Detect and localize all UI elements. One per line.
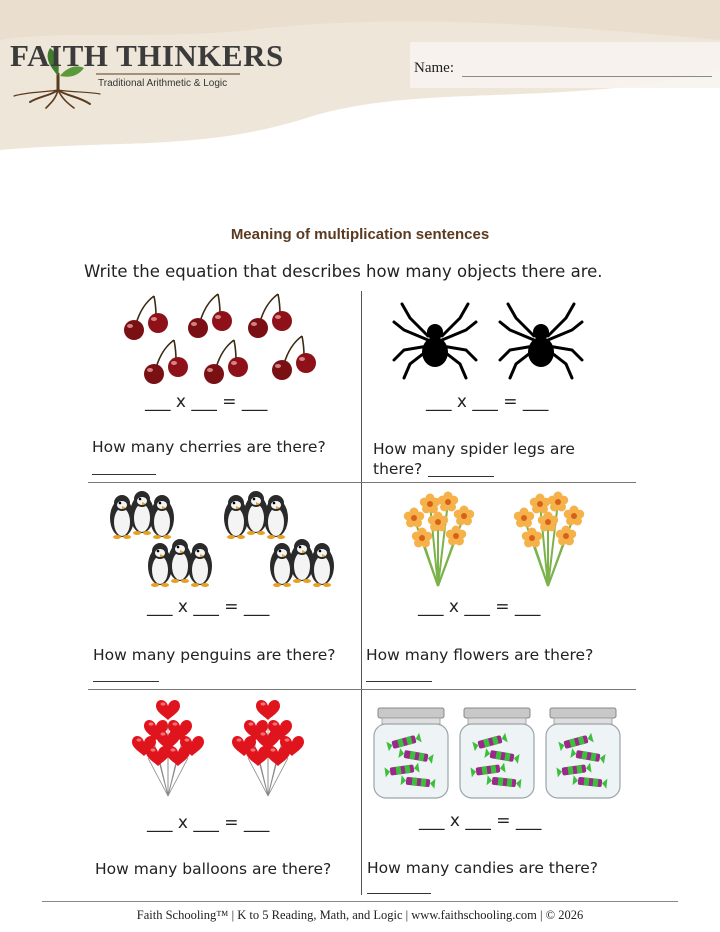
answer-blank-spider-legs[interactable]	[428, 476, 494, 477]
name-label: Name:	[414, 60, 454, 76]
flowers-illustration	[396, 490, 596, 588]
instructions: Write the equation that describes how many objects there are.	[84, 262, 603, 281]
equation-blanks[interactable]: ___ x ___ = ___	[418, 597, 541, 617]
grid-divider-vertical	[361, 291, 362, 895]
question-spider-legs-line2: there?	[373, 460, 423, 478]
answer-blank-penguins[interactable]	[93, 681, 159, 682]
equation-blanks[interactable]: ___ x ___ = ___	[147, 813, 270, 833]
question-spider-legs-line1: How many spider legs are	[373, 440, 575, 458]
equation-blanks[interactable]: ___ x ___ = ___	[147, 597, 270, 617]
brand-name: FAITH THINKERS	[10, 38, 284, 73]
answer-blank-flowers[interactable]	[366, 681, 432, 682]
question-balloons: How many balloons are there?	[95, 860, 332, 878]
question-flowers: How many flowers are there?	[366, 646, 594, 664]
answer-blank-cherries[interactable]	[92, 474, 156, 475]
brand-tagline: Traditional Arithmetic & Logic	[98, 78, 228, 89]
balloons-illustration	[130, 694, 310, 802]
name-field[interactable]	[462, 76, 712, 77]
question-penguins: How many penguins are there?	[93, 646, 336, 664]
equation-blanks[interactable]: ___ x ___ = ___	[426, 392, 549, 412]
footer-divider	[42, 901, 678, 902]
cherries-illustration	[118, 292, 328, 388]
penguins-illustration	[108, 488, 348, 588]
question-candies: How many candies are there?	[367, 859, 599, 877]
worksheet-title: Meaning of multiplication sentences	[230, 226, 490, 243]
grid-divider-row-2	[88, 689, 636, 690]
question-cherries: How many cherries are there?	[92, 438, 326, 456]
equation-blanks[interactable]: ___ x ___ = ___	[419, 811, 542, 831]
grid-divider-row-1	[88, 482, 636, 483]
footer-text: Faith Schooling™ | K to 5 Reading, Math, and Logic | www.faithschooling.com | © 2026	[136, 908, 584, 922]
equation-blanks[interactable]: ___ x ___ = ___	[145, 392, 268, 412]
answer-blank-candies[interactable]	[367, 893, 431, 894]
candy-jars-illustration	[372, 706, 622, 800]
spiders-illustration	[390, 298, 590, 382]
